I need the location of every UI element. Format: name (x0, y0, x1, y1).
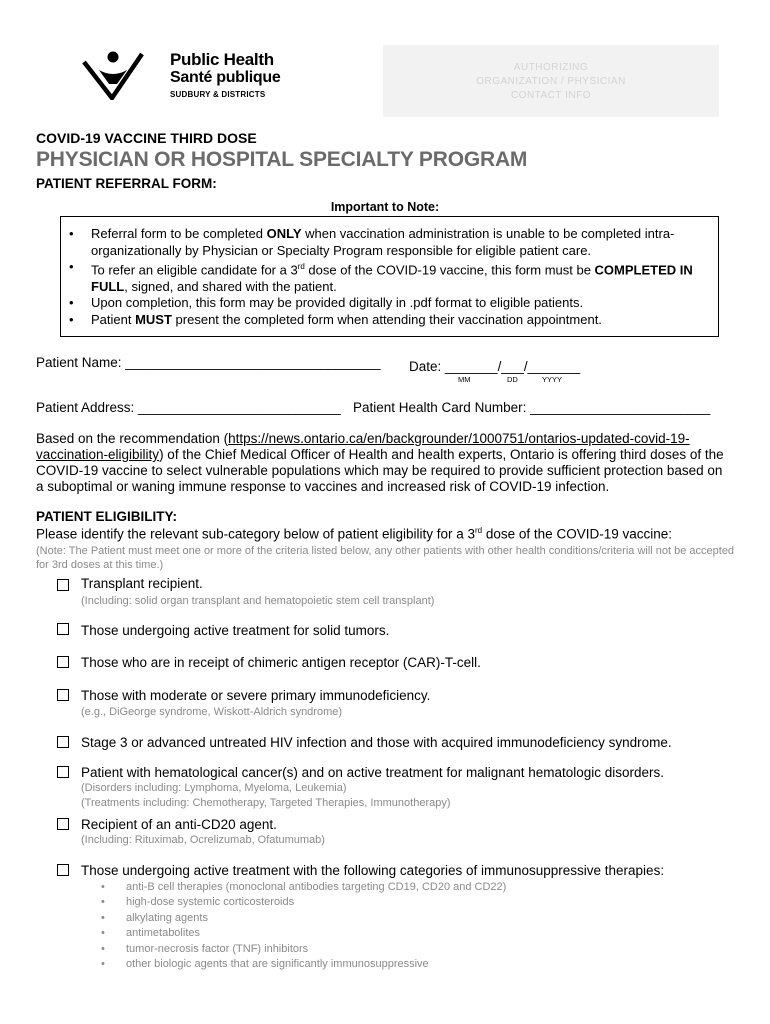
checkbox-immunosuppressive-therapies[interactable] (57, 864, 69, 876)
item-sub: (Treatments including: Chemotherapy, Targeted Therapies, Immunotherapy) (81, 797, 451, 809)
checkbox-immunodeficiency[interactable] (57, 689, 69, 701)
item-sub: (e.g., DiGeorge syndrome, Wiskott-Aldrich syndrome) (81, 706, 343, 718)
item-label: Those undergoing active treatment with the following categories of immunosuppressive therapies: (81, 863, 665, 878)
authorizing-contact-info-box[interactable] (383, 45, 719, 117)
therapy-item: • high-dose systemic corticosteroids (101, 896, 295, 909)
auth-line-1: AUTHORIZING (513, 62, 589, 73)
checkbox-anti-cd20[interactable] (57, 818, 69, 830)
item-label: Patient with hematological cancer(s) and on active treatment for malignant hematologic disorders. (81, 765, 665, 780)
eligibility-heading: PATIENT ELIGIBILITY: (36, 509, 177, 524)
logo-text-sante-publique: Santé publique (170, 69, 281, 86)
item-label: Recipient of an anti-CD20 agent. (81, 817, 277, 832)
date-label-yyyy: YYYY (542, 375, 563, 384)
item-sub: (Including: solid organ transplant and hematopoietic stem cell transplant) (81, 595, 435, 607)
public-health-logo-icon (82, 48, 144, 100)
date-label-dd: DD (507, 375, 518, 384)
auth-line-3: CONTACT INFO (510, 90, 592, 101)
item-sub: (Disorders including: Lymphoma, Myeloma, Leukemia) (81, 782, 347, 794)
checkbox-transplant[interactable] (57, 579, 69, 591)
date-label-mm: MM (458, 375, 471, 384)
therapy-list (101, 880, 506, 972)
note-item: • To refer an eligible candidate for a 3rd dose of the COVID-19 vaccine, this form must be COMPLETED IN FULL, signed, and shared with the patient. (69, 259, 693, 294)
item-label: Transplant recipient. (81, 576, 203, 591)
auth-line-2: ORGANIZATION / PHYSICIAN (476, 76, 626, 87)
checkbox-hiv[interactable] (57, 736, 69, 748)
note-item: • Referral form to be completed ONLY when vaccination administration is unable to be completed intra-organizationally by Physician or Specialty Program responsible for eligible patient care. (69, 226, 675, 258)
item-label: Those undergoing active treatment for solid tumors. (81, 623, 390, 638)
note-item: • Patient MUST present the completed form when attending their vaccination appointment. (69, 311, 602, 327)
item-label: Those with moderate or severe primary immunodeficiency. (81, 688, 431, 703)
item-label: Stage 3 or advanced untreated HIV infection and those with acquired immunodeficiency syndrome. (81, 735, 672, 750)
logo-text-sudbury: SUDBURY & DISTRICTS (170, 90, 266, 99)
note-list (69, 226, 718, 328)
note-item: • Upon completion, this form may be provided digitally in .pdf format to eligible patients. (69, 295, 584, 311)
page-title: PHYSICIAN OR HOSPITAL SPECIALTY PROGRAM (36, 148, 528, 171)
item-label: Those who are in receipt of chimeric antigen receptor (CAR)-T-cell. (81, 655, 481, 670)
logo-text-public-health: Public Health (170, 50, 274, 69)
therapy-item: • alkylating agents (101, 911, 208, 924)
form-label: PATIENT REFERRAL FORM: (36, 176, 217, 191)
therapy-item: • antimetabolites (101, 927, 200, 940)
item-sub: (Including: Rituximab, Ocrelizumab, Ofatumumab) (81, 834, 325, 846)
checkbox-solid-tumors[interactable] (57, 623, 69, 635)
therapy-item: • anti-B cell therapies (monoclonal antibodies targeting CD19, CD20 and CD22) (101, 881, 507, 893)
patient-name-field[interactable]: Patient Name: __________________________________ (36, 355, 381, 370)
therapy-item: • tumor-necrosis factor (TNF) inhibitors (101, 942, 309, 955)
health-card-number-field[interactable]: Patient Health Card Number: ________________________ (353, 400, 711, 415)
patient-address-field[interactable]: Patient Address: ___________________________ (36, 400, 341, 415)
recommendation-paragraph: Based on the recommendation (https://news.ontario.ca/en/backgrounder/1000751/ontarios-updated-covid-19-vaccination-eligibility) of the Chief Medical Officer of Health and health experts, Ontario is offering third doses of the COVID-19 vaccine to select vulnerable populations which may be required to provide sufficient protection based on a suboptimal or waning immune response to vaccines and increased risk of COVID-19 infection. (36, 431, 724, 494)
checkbox-car-t-cell[interactable] (57, 656, 69, 668)
sub-title: COVID-19 VACCINE THIRD DOSE (36, 130, 257, 146)
therapy-item: • other biologic agents that are significantly immunosuppressive (101, 958, 429, 971)
eligibility-instruction: Please identify the relevant sub-category below of patient eligibility for a 3rd dose of the COVID-19 vaccine: (36, 526, 672, 542)
checkbox-hematological-cancer[interactable] (57, 766, 69, 778)
note-heading: Important to Note: (330, 200, 440, 214)
important-note-box (60, 216, 719, 337)
recommendation-link[interactable]: https://news.ontario.ca/en/backgrounder/1000751/ontarios-updated-covid-19-vaccination-eligibility (36, 431, 690, 462)
eligibility-note: (Note: The Patient must meet one or more of the criteria listed below, any other patients with other health conditions/criteria will not be accepted for 3rd doses at this time.) (36, 545, 735, 571)
date-field[interactable]: Date: _______/___/_______ (409, 359, 581, 374)
